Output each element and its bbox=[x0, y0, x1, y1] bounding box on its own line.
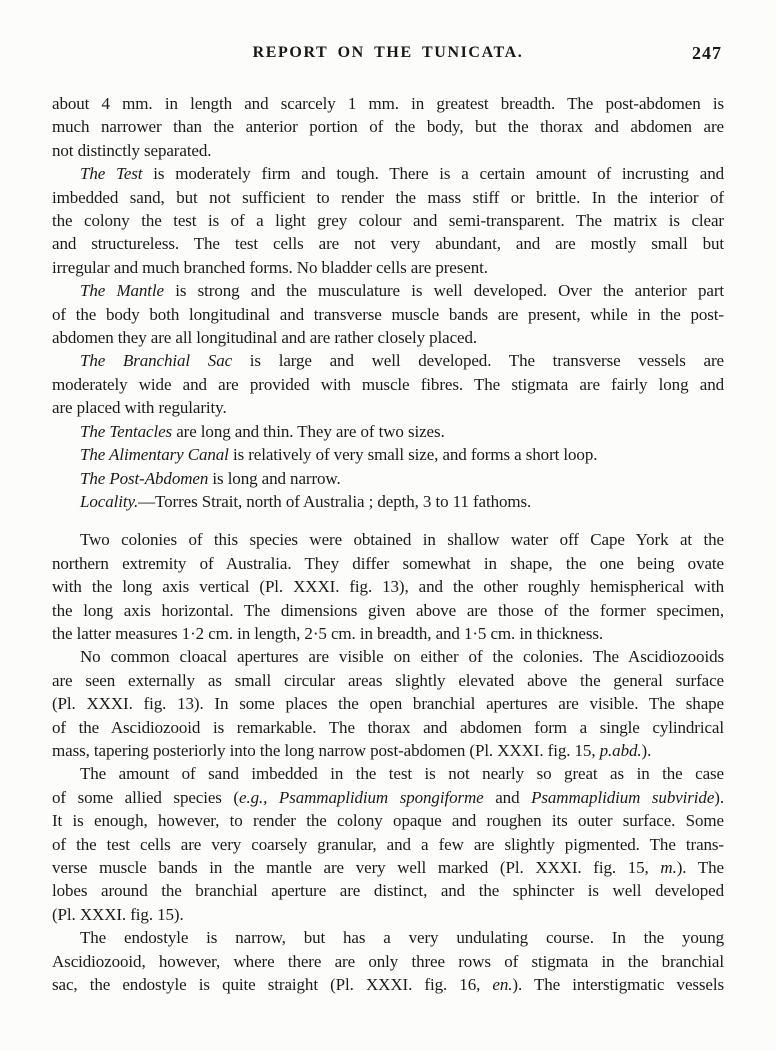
text-run: and bbox=[483, 787, 532, 807]
text-line bbox=[52, 856, 724, 879]
page-number: 247 bbox=[692, 43, 722, 63]
text-run: moderately wide and are provided with muscle fibres. The stigmata are fairly long and bbox=[52, 374, 724, 394]
text-line bbox=[52, 490, 724, 513]
text-line bbox=[52, 528, 724, 551]
italic-text-run: The Mantle bbox=[80, 281, 165, 301]
italic-text-run: The Post-Abdomen bbox=[80, 468, 209, 488]
paragraph bbox=[52, 92, 724, 162]
text-run: are long and thin. They are of two sizes. bbox=[172, 421, 445, 441]
text-line bbox=[52, 575, 724, 598]
text-line bbox=[52, 762, 724, 785]
text-line bbox=[52, 669, 724, 692]
text-run: the colony the test is of a light grey colour and semi-transparent. The matrix is clear bbox=[52, 211, 724, 231]
text-run: is long and narrow. bbox=[208, 468, 341, 488]
text-line bbox=[52, 186, 724, 209]
text-line bbox=[52, 716, 724, 739]
text-line bbox=[52, 162, 724, 185]
paragraph bbox=[52, 443, 724, 466]
italic-text-run: The Alimentary Canal bbox=[80, 445, 229, 465]
text-line bbox=[52, 279, 724, 302]
italic-text-run: The Branchial Sac bbox=[80, 351, 233, 371]
paragraph bbox=[52, 528, 724, 645]
paragraph bbox=[52, 467, 724, 490]
italic-text-run: Psammaplidium subviride bbox=[531, 787, 715, 807]
italic-text-run: The Tentacles bbox=[80, 421, 173, 441]
text-line bbox=[52, 396, 724, 419]
text-line bbox=[52, 467, 724, 490]
text-line bbox=[52, 92, 724, 115]
italic-text-run: p.abd. bbox=[599, 740, 642, 760]
text-run: irregular and much branched forms. No bladder cells are present. bbox=[52, 257, 488, 277]
text-run: about 4 mm. in length and scarcely 1 mm. in greatest breadth. The post-abdomen is bbox=[52, 94, 724, 113]
text-line bbox=[52, 809, 724, 832]
text-line bbox=[52, 256, 724, 279]
text-run: abdomen they are all longitudinal and are rather closely placed. bbox=[52, 328, 478, 348]
text-run: of some allied species ( bbox=[52, 787, 239, 807]
text-run: Two colonies of this species were obtained in shallow water off Cape York at the bbox=[80, 530, 724, 550]
text-line bbox=[52, 926, 724, 949]
text-line bbox=[52, 420, 724, 443]
text-run: The endostyle is narrow, but has a very undulating course. In the young bbox=[80, 928, 724, 948]
paragraph bbox=[52, 279, 724, 349]
text-run: not distinctly separated. bbox=[52, 140, 212, 160]
text-run: is moderately firm and tough. There is a certain amount of incrusting and bbox=[142, 164, 724, 184]
text-line bbox=[52, 115, 724, 138]
text-run: —Torres Strait, north of Australia ; depth, 3 to 11 fathoms. bbox=[138, 491, 532, 511]
text-line bbox=[52, 903, 724, 926]
paragraph bbox=[52, 490, 724, 513]
text-run: is strong and the musculature is well developed. Over the anterior part bbox=[164, 281, 725, 301]
paragraph bbox=[52, 762, 724, 926]
text-run: the latter measures 1·2 cm. in length, 2·5 cm. in breadth, and 1·5 cm. in thickness. bbox=[52, 623, 604, 643]
text-run: with the long axis vertical (Pl. XXXI. fig. 13), and the other roughly hemispherical with bbox=[52, 577, 724, 597]
text-run: ). bbox=[641, 740, 652, 760]
text-run: (Pl. XXXI. fig. 13). In some places the open branchial apertures are visible. The shape bbox=[52, 694, 724, 714]
text-line bbox=[52, 209, 724, 232]
text-line bbox=[52, 692, 724, 715]
text-line bbox=[52, 973, 724, 996]
text-line bbox=[52, 879, 724, 902]
page-body bbox=[52, 92, 724, 996]
italic-text-run: Locality. bbox=[80, 491, 139, 511]
text-run: the long axis horizontal. The dimensions given above are those of the former specimen, bbox=[52, 600, 724, 620]
paragraph bbox=[52, 926, 724, 996]
text-line bbox=[52, 139, 724, 162]
text-run: of the Ascidiozooid is remarkable. The thorax and abdomen form a single cylindrical bbox=[52, 717, 724, 737]
text-run: (Pl. XXXI. fig. 15). bbox=[52, 904, 184, 924]
text-run: of the body both longitudinal and transverse muscle bands are present, while in the post- bbox=[52, 304, 724, 324]
text-run: ). The bbox=[676, 858, 725, 877]
italic-text-run: e.g., Psammaplidium spongiforme bbox=[239, 787, 484, 807]
scanned-page bbox=[52, 0, 724, 996]
text-run: verse muscle bands in the mantle are very well marked (Pl. XXXI. fig. 15, bbox=[52, 858, 661, 877]
text-run: No common cloacal apertures are visible on either of the colonies. The Ascidiozooids bbox=[80, 647, 724, 667]
text-line bbox=[52, 303, 724, 326]
paragraph bbox=[52, 349, 724, 419]
text-run: much narrower than the anterior portion of the body, but the thorax and abdomen are bbox=[52, 117, 724, 137]
text-run: It is enough, however, to render the colony opaque and roughen its outer surface. Some bbox=[52, 811, 724, 831]
text-run: imbedded sand, but not sufficient to render the mass stiff or brittle. In the interior of bbox=[52, 187, 724, 207]
text-line bbox=[52, 950, 724, 973]
paragraph bbox=[52, 162, 724, 279]
italic-text-run: m. bbox=[660, 858, 677, 877]
text-run: is relatively of very small size, and forms a short loop. bbox=[228, 445, 598, 465]
text-run: The amount of sand imbedded in the test is not nearly so great as in the case bbox=[80, 764, 724, 784]
italic-text-run: en. bbox=[492, 975, 513, 995]
text-run: is large and well developed. The transverse vessels are bbox=[232, 351, 724, 371]
text-line bbox=[52, 786, 724, 809]
text-run: of the test cells are very coarsely granular, and a few are slightly pigmented. The trans- bbox=[52, 834, 724, 854]
text-line bbox=[52, 232, 724, 255]
text-line bbox=[52, 373, 724, 396]
running-title: REPORT ON THE TUNICATA. bbox=[252, 44, 524, 61]
text-run: ). The interstigmatic vessels bbox=[512, 975, 724, 995]
text-run: ). bbox=[714, 787, 724, 807]
text-run: lobes around the branchial aperture are distinct, and the sphincter is well developed bbox=[52, 881, 724, 901]
text-line bbox=[52, 622, 724, 645]
text-line bbox=[52, 349, 724, 372]
text-run: are placed with regularity. bbox=[52, 398, 227, 418]
text-line bbox=[52, 739, 724, 762]
text-run: Ascidiozooid, however, where there are only three rows of stigmata in the branchial bbox=[52, 951, 724, 971]
text-line bbox=[52, 552, 724, 575]
page-header bbox=[52, 44, 724, 66]
text-run: sac, the endostyle is quite straight (Pl. XXXI. fig. 16, bbox=[52, 975, 493, 995]
italic-text-run: The Test bbox=[80, 164, 143, 184]
text-line bbox=[52, 833, 724, 856]
paragraph bbox=[52, 420, 724, 443]
text-line bbox=[52, 599, 724, 622]
text-run: mass, tapering posteriorly into the long narrow post-abdomen (Pl. XXXI. fig. 15, bbox=[52, 740, 600, 760]
text-line bbox=[52, 443, 724, 466]
text-run: northern extremity of Australia. They differ somewhat in shape, the one being ovate bbox=[52, 553, 724, 573]
text-line bbox=[52, 326, 724, 349]
text-run: and structureless. The test cells are not very abundant, and are mostly small but bbox=[52, 234, 724, 254]
text-line bbox=[52, 645, 724, 668]
paragraph bbox=[52, 645, 724, 762]
text-run: are seen externally as small circular areas slightly elevated above the general surface bbox=[52, 670, 724, 690]
